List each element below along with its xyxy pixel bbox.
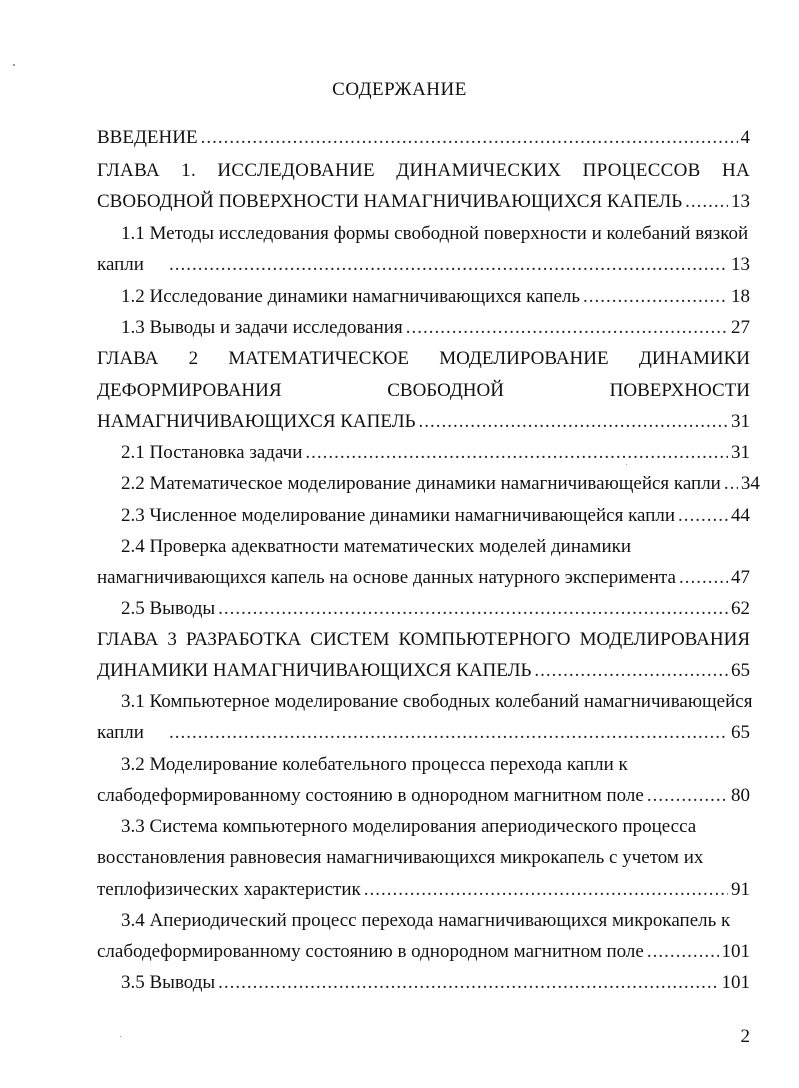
toc-chapter-2-line2[interactable]: ДЕФОРМИРОВАНИЯ СВОБОДНОЙ ПОВЕРХНОСТИ [97, 380, 750, 401]
leader-dots [218, 595, 728, 623]
toc-section-3-1-line1[interactable]: 3.1 Компьютерное моделирование свободных колебаний намагничивающейся [121, 691, 753, 712]
toc-entry-text: ВВЕДЕНИЕ [97, 127, 198, 148]
toc-section-3-3-line2[interactable]: восстановления равновесия намагничивающихся микрокапель с учетом их [97, 847, 704, 868]
toc-entry-section-2-1[interactable] [121, 439, 750, 467]
leader-dots [679, 564, 728, 592]
toc-entry-text: 2.2 Математическое моделирование динамики намагничивающейся капли [121, 473, 721, 494]
leader-dots [419, 408, 728, 436]
toc-entry-text: 3.5 Выводы [121, 972, 216, 993]
leader-dots [724, 470, 738, 498]
toc-page-number: 31 [731, 442, 750, 463]
toc-entry-text: 1.2 Исследование динамики намагничивающихся капель [121, 286, 581, 307]
leader-dots [169, 251, 728, 279]
leader-dots [364, 876, 728, 904]
toc-page-number: 13 [731, 191, 750, 212]
leader-dots [647, 938, 719, 966]
toc-entry-text: слабодеформированному состоянию в однородном магнитном поле [97, 785, 644, 806]
toc-entry-section-3-3[interactable] [97, 876, 750, 904]
leader-dots [678, 502, 728, 530]
toc-entry-section-2-5[interactable] [121, 595, 750, 623]
toc-entry-section-2-4[interactable] [97, 564, 750, 592]
toc-section-2-4-line1[interactable]: 2.4 Проверка адекватности математических моделей динамики [121, 536, 632, 557]
scan-speck [626, 464, 627, 465]
scan-speck [13, 64, 15, 66]
toc-page-number: 4 [740, 127, 750, 148]
toc-entry-text: капли [97, 254, 144, 275]
leader-dots [647, 782, 728, 810]
toc-entry-chapter-3[interactable] [97, 657, 750, 685]
leader-dots [583, 283, 728, 311]
leader-dots [685, 188, 728, 216]
toc-entry-text: слабодеформированному состоянию в однородном магнитном поле [97, 941, 644, 962]
toc-entry-text: намагничивающихся капель на основе данных натурного эксперимента [97, 567, 676, 588]
page-number: 2 [740, 1026, 750, 1047]
toc-page-number: 27 [731, 317, 750, 338]
toc-page-number: 101 [721, 972, 750, 993]
toc-entry-section-1-2[interactable] [121, 283, 750, 311]
toc-page-number: 80 [731, 785, 750, 806]
toc-entry-text: теплофизических характеристик [97, 879, 361, 900]
leader-dots [169, 719, 728, 747]
toc-entry-text: 2.1 Постановка задачи [121, 442, 303, 463]
toc-entry-section-3-2[interactable] [97, 782, 750, 810]
toc-entry-section-3-1[interactable] [97, 719, 750, 747]
toc-page-number: 47 [731, 567, 750, 588]
toc-entry-section-1-3[interactable] [121, 314, 750, 342]
toc-page-number: 101 [721, 941, 750, 962]
toc-page-number: 18 [731, 286, 750, 307]
scan-speck [120, 1036, 121, 1037]
toc-chapter-1-line1[interactable]: ГЛАВА 1. ИССЛЕДОВАНИЕ ДИНАМИЧЕСКИХ ПРОЦЕССОВ НА [97, 160, 750, 181]
leader-dots [201, 124, 738, 152]
toc-section-3-2-line1[interactable]: 3.2 Моделирование колебательного процесса перехода капли к [121, 754, 628, 775]
leader-dots [218, 969, 718, 997]
toc-entry-chapter-2[interactable] [97, 408, 750, 436]
toc-entry-chapter-1[interactable] [97, 188, 750, 216]
toc-chapter-3-line1[interactable]: ГЛАВА 3 РАЗРАБОТКА СИСТЕМ КОМПЬЮТЕРНОГО МОДЕЛИРОВАНИЯ [97, 629, 750, 650]
toc-entry-intro[interactable] [97, 124, 750, 152]
leader-dots [534, 657, 728, 685]
toc-section-1-1-line1[interactable]: 1.1 Методы исследования формы свободной поверхности и колебаний вязкой [121, 223, 749, 244]
toc-entry-text: НАМАГНИЧИВАЮЩИХСЯ КАПЕЛЬ [97, 411, 416, 432]
toc-entry-section-2-2[interactable] [121, 470, 760, 498]
toc-entry-section-1-1[interactable] [97, 251, 750, 279]
page-title: СОДЕРЖАНИЕ [332, 79, 467, 100]
leader-dots [406, 314, 728, 342]
toc-page-number: 34 [740, 473, 760, 494]
toc-entry-text: 2.3 Численное моделирование динамики намагничивающейся капли [121, 505, 676, 526]
toc-entry-section-2-3[interactable] [121, 502, 750, 530]
toc-page-number: 31 [731, 411, 750, 432]
toc-page-number: 62 [731, 598, 750, 619]
toc-page-number: 44 [731, 505, 750, 526]
toc-page-number: 65 [731, 722, 750, 743]
toc-entry-section-3-4[interactable] [97, 938, 750, 966]
toc-entry-text: СВОБОДНОЙ ПОВЕРХНОСТИ НАМАГНИЧИВАЮЩИХСЯ КАПЕЛЬ [97, 191, 683, 212]
toc-page-number: 13 [731, 254, 750, 275]
toc-chapter-2-line1[interactable]: ГЛАВА 2 МАТЕМАТИЧЕСКОЕ МОДЕЛИРОВАНИЕ ДИНАМИКИ [97, 348, 750, 369]
toc-entry-text: капли [97, 722, 144, 743]
toc-entry-text: 2.5 Выводы [121, 598, 216, 619]
toc-entry-section-3-5[interactable] [121, 969, 750, 997]
leader-dots [305, 439, 728, 467]
toc-page-number: 91 [731, 879, 750, 900]
toc-section-3-3-line1[interactable]: 3.3 Система компьютерного моделирования апериодического процесса [121, 816, 697, 837]
toc-entry-text: 1.3 Выводы и задачи исследования [121, 317, 403, 338]
toc-entry-text: ДИНАМИКИ НАМАГНИЧИВАЮЩИХСЯ КАПЕЛЬ [97, 660, 532, 681]
toc-section-3-4-line1[interactable]: 3.4 Апериодический процесс перехода намагничивающихся микрокапель к [121, 910, 731, 931]
toc-page-number: 65 [731, 660, 750, 681]
